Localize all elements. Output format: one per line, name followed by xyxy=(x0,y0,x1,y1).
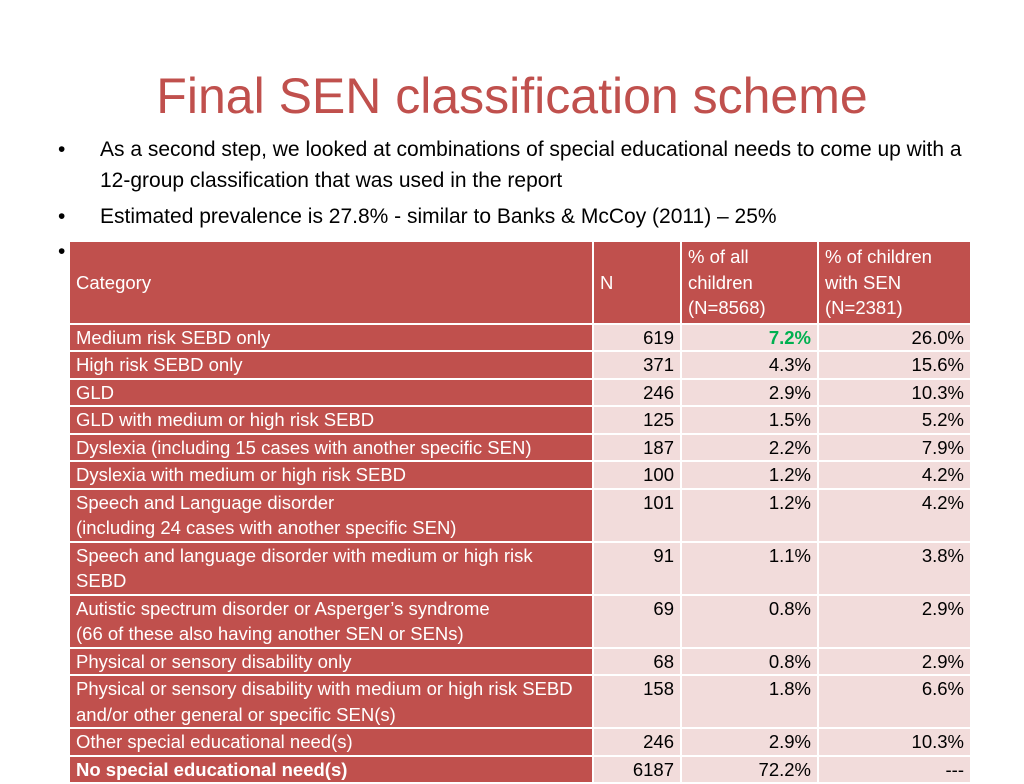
table-row xyxy=(69,351,971,379)
n-cell: 158 xyxy=(593,675,681,728)
pct-all-cell: 1.5% xyxy=(681,406,818,434)
pct-sen-cell: 5.2% xyxy=(818,406,971,434)
header-pct-sen: % of children with SEN (N=2381) xyxy=(818,241,971,324)
pct-all-cell: 7.2% xyxy=(681,324,818,352)
pct-sen-cell: 7.9% xyxy=(818,434,971,462)
header-category: Category xyxy=(69,241,593,324)
n-cell: 246 xyxy=(593,379,681,407)
category-cell: Physical or sensory disability only xyxy=(69,648,593,676)
bullet-list xyxy=(58,134,978,232)
pct-all-cell: 72.2% xyxy=(681,756,818,784)
category-cell: GLD xyxy=(69,379,593,407)
bullet-marker: • xyxy=(58,240,66,263)
n-cell: 187 xyxy=(593,434,681,462)
n-cell: 619 xyxy=(593,324,681,352)
header-pct-all: % of all children (N=8568) xyxy=(681,241,818,324)
n-cell: 101 xyxy=(593,489,681,542)
bullet-item: • As a second step, we looked at combinations of special educational needs to come up with a 12-group classification that was used in the report xyxy=(58,134,978,196)
pct-all-cell: 2.2% xyxy=(681,434,818,462)
pct-sen-cell: 2.9% xyxy=(818,648,971,676)
pct-sen-cell: 2.9% xyxy=(818,595,971,648)
pct-sen-cell: 10.3% xyxy=(818,379,971,407)
pct-all-cell: 2.9% xyxy=(681,379,818,407)
pct-all-cell: 0.8% xyxy=(681,648,818,676)
n-cell: 371 xyxy=(593,351,681,379)
table-row xyxy=(69,728,971,756)
table-header-row xyxy=(69,241,971,324)
table-row xyxy=(69,434,971,462)
table-row xyxy=(69,595,971,648)
category-line-2: (66 of these also having another SEN or SENs) xyxy=(76,623,464,644)
pct-sen-cell: 3.8% xyxy=(818,542,971,595)
n-cell: 6187 xyxy=(593,756,681,784)
category-line-2: (including 24 cases with another specific SEN) xyxy=(76,517,457,538)
pct-sen-cell: 26.0% xyxy=(818,324,971,352)
n-cell: 68 xyxy=(593,648,681,676)
n-cell: 125 xyxy=(593,406,681,434)
pct-all-cell: 1.2% xyxy=(681,461,818,489)
slide-title: Final SEN classification scheme xyxy=(156,68,868,124)
table-row xyxy=(69,324,971,352)
category-cell: Other special educational need(s) xyxy=(69,728,593,756)
bullet-item: • Estimated prevalence is 27.8% - similar to Banks & McCoy (2011) – 25% xyxy=(58,201,978,232)
pct-all-cell: 1.2% xyxy=(681,489,818,542)
n-cell: 246 xyxy=(593,728,681,756)
pct-all-cell: 1.8% xyxy=(681,675,818,728)
pct-sen-cell: --- xyxy=(818,756,971,784)
pct-all-cell: 0.8% xyxy=(681,595,818,648)
pct-sen-cell: 4.2% xyxy=(818,461,971,489)
category-cell: Speech and language disorder with medium or high risk SEBD xyxy=(69,542,593,595)
header-n: N xyxy=(593,241,681,324)
category-cell: Medium risk SEBD only xyxy=(69,324,593,352)
category-cell: High risk SEBD only xyxy=(69,351,593,379)
table-row xyxy=(69,406,971,434)
n-cell: 91 xyxy=(593,542,681,595)
pct-sen-cell: 15.6% xyxy=(818,351,971,379)
pct-all-cell: 2.9% xyxy=(681,728,818,756)
table-row xyxy=(69,648,971,676)
table-row xyxy=(69,542,971,595)
pct-sen-cell: 4.2% xyxy=(818,489,971,542)
pct-sen-cell: 10.3% xyxy=(818,728,971,756)
n-cell: 100 xyxy=(593,461,681,489)
pct-sen-cell: 6.6% xyxy=(818,675,971,728)
category-cell xyxy=(69,595,593,648)
category-cell: GLD with medium or high risk SEBD xyxy=(69,406,593,434)
category-cell: Dyslexia with medium or high risk SEBD xyxy=(69,461,593,489)
category-line: Autistic spectrum disorder or Asperger’s syndrome xyxy=(76,597,490,619)
table-row xyxy=(69,489,971,542)
category-cell xyxy=(69,489,593,542)
table-row xyxy=(69,461,971,489)
table-row xyxy=(69,756,971,784)
pct-all-cell: 4.3% xyxy=(681,351,818,379)
category-cell: Dyslexia (including 15 cases with another specific SEN) xyxy=(69,434,593,462)
table-row xyxy=(69,675,971,728)
category-cell: No special educational need(s) xyxy=(69,756,593,784)
category-cell: Physical or sensory disability with medium or high risk SEBD and/or other general or specific SEN(s) xyxy=(69,675,593,728)
sen-classification-table xyxy=(68,240,972,784)
pct-all-cell: 1.1% xyxy=(681,542,818,595)
n-cell: 69 xyxy=(593,595,681,648)
table-row xyxy=(69,379,971,407)
category-line: Speech and Language disorder xyxy=(76,491,335,513)
